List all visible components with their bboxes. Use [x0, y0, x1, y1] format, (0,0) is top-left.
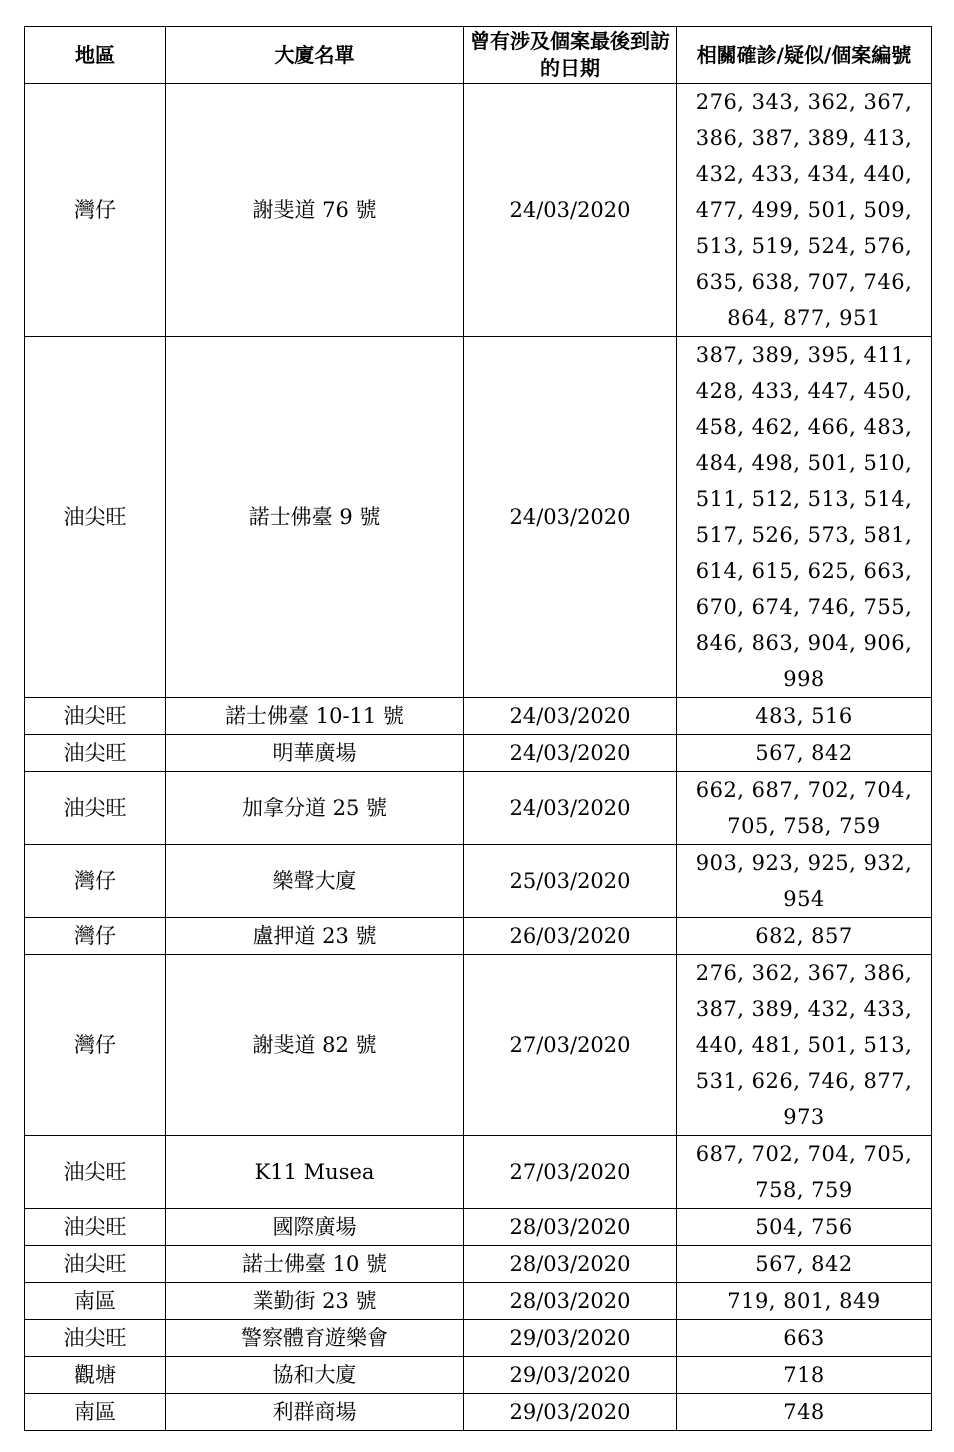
- date-cell: 26/03/2020: [464, 918, 677, 955]
- district-cell: 灣仔: [25, 845, 166, 918]
- district-cell: 油尖旺: [25, 1320, 166, 1357]
- date-cell: 24/03/2020: [464, 772, 677, 845]
- date-cell: 24/03/2020: [464, 337, 677, 698]
- cases-cell: 682, 857: [677, 918, 932, 955]
- cases-cell: 718: [677, 1357, 932, 1394]
- building-cell: 樂聲大廈: [166, 845, 464, 918]
- building-cell: 諾士佛臺 9 號: [166, 337, 464, 698]
- cases-cell: 567, 842: [677, 1246, 932, 1283]
- table-row: [25, 735, 932, 772]
- cases-cell: 903, 923, 925, 932, 954: [677, 845, 932, 918]
- table-row: [25, 1246, 932, 1283]
- cases-cell: 276, 362, 367, 386, 387, 389, 432, 433, 440, 481, 501, 513, 531, 626, 746, 877, 973: [677, 955, 932, 1136]
- date-cell: 28/03/2020: [464, 1209, 677, 1246]
- date-cell: 29/03/2020: [464, 1320, 677, 1357]
- building-cell: 警察體育遊樂會: [166, 1320, 464, 1357]
- header-row: [25, 27, 932, 84]
- table-body: [25, 84, 932, 1431]
- table-row: [25, 1209, 932, 1246]
- date-cell: 28/03/2020: [464, 1283, 677, 1320]
- table-row: [25, 1394, 932, 1431]
- date-cell: 27/03/2020: [464, 1136, 677, 1209]
- header-related-cases: 相關確診/疑似/個案編號: [677, 27, 932, 84]
- table-row: [25, 845, 932, 918]
- table-row: [25, 1320, 932, 1357]
- cases-cell: 567, 842: [677, 735, 932, 772]
- cases-cell: 719, 801, 849: [677, 1283, 932, 1320]
- header-last-visit-date: 曾有涉及個案最後到訪的日期: [464, 27, 677, 84]
- building-cell: 加拿分道 25 號: [166, 772, 464, 845]
- table-row: [25, 84, 932, 337]
- buildings-table: [24, 26, 932, 1431]
- date-cell: 25/03/2020: [464, 845, 677, 918]
- table-header: [25, 27, 932, 84]
- district-cell: 油尖旺: [25, 698, 166, 735]
- district-cell: 油尖旺: [25, 1209, 166, 1246]
- date-cell: 29/03/2020: [464, 1357, 677, 1394]
- date-cell: 24/03/2020: [464, 698, 677, 735]
- building-cell: K11 Musea: [166, 1136, 464, 1209]
- cases-cell: 663: [677, 1320, 932, 1357]
- cases-cell: 483, 516: [677, 698, 932, 735]
- building-cell: 謝斐道 82 號: [166, 955, 464, 1136]
- building-cell: 國際廣場: [166, 1209, 464, 1246]
- district-cell: 油尖旺: [25, 772, 166, 845]
- table-row: [25, 955, 932, 1136]
- table-row: [25, 698, 932, 735]
- date-cell: 28/03/2020: [464, 1246, 677, 1283]
- date-cell: 24/03/2020: [464, 735, 677, 772]
- date-cell: 29/03/2020: [464, 1394, 677, 1431]
- date-cell: 27/03/2020: [464, 955, 677, 1136]
- building-cell: 盧押道 23 號: [166, 918, 464, 955]
- district-cell: 油尖旺: [25, 1136, 166, 1209]
- table-row: [25, 772, 932, 845]
- table-row: [25, 1357, 932, 1394]
- district-cell: 南區: [25, 1283, 166, 1320]
- header-building: 大廈名單: [166, 27, 464, 84]
- building-cell: 明華廣場: [166, 735, 464, 772]
- table-row: [25, 337, 932, 698]
- table-row: [25, 1283, 932, 1320]
- date-cell: 24/03/2020: [464, 84, 677, 337]
- cases-cell: 748: [677, 1394, 932, 1431]
- district-cell: 灣仔: [25, 84, 166, 337]
- district-cell: 觀塘: [25, 1357, 166, 1394]
- district-cell: 油尖旺: [25, 735, 166, 772]
- district-cell: 油尖旺: [25, 1246, 166, 1283]
- cases-cell: 504, 756: [677, 1209, 932, 1246]
- header-district: 地區: [25, 27, 166, 84]
- building-cell: 謝斐道 76 號: [166, 84, 464, 337]
- table-row: [25, 1136, 932, 1209]
- district-cell: 油尖旺: [25, 337, 166, 698]
- district-cell: 灣仔: [25, 918, 166, 955]
- building-cell: 利群商場: [166, 1394, 464, 1431]
- table-row: [25, 918, 932, 955]
- cases-cell: 687, 702, 704, 705, 758, 759: [677, 1136, 932, 1209]
- building-cell: 諾士佛臺 10 號: [166, 1246, 464, 1283]
- building-cell: 業勤街 23 號: [166, 1283, 464, 1320]
- building-cell: 諾士佛臺 10-11 號: [166, 698, 464, 735]
- cases-cell: 662, 687, 702, 704, 705, 758, 759: [677, 772, 932, 845]
- building-cell: 協和大廈: [166, 1357, 464, 1394]
- cases-cell: 387, 389, 395, 411, 428, 433, 447, 450, 458, 462, 466, 483, 484, 498, 501, 510, 511, 512, 513, 514, 517, 526, 573, 581, 614, 615, 625, 663, 670, 674, 746, 755, 846, 863, 904, 906, 998: [677, 337, 932, 698]
- district-cell: 南區: [25, 1394, 166, 1431]
- cases-cell: 276, 343, 362, 367, 386, 387, 389, 413, 432, 433, 434, 440, 477, 499, 501, 509, 513, 519, 524, 576, 635, 638, 707, 746, 864, 877, 951: [677, 84, 932, 337]
- district-cell: 灣仔: [25, 955, 166, 1136]
